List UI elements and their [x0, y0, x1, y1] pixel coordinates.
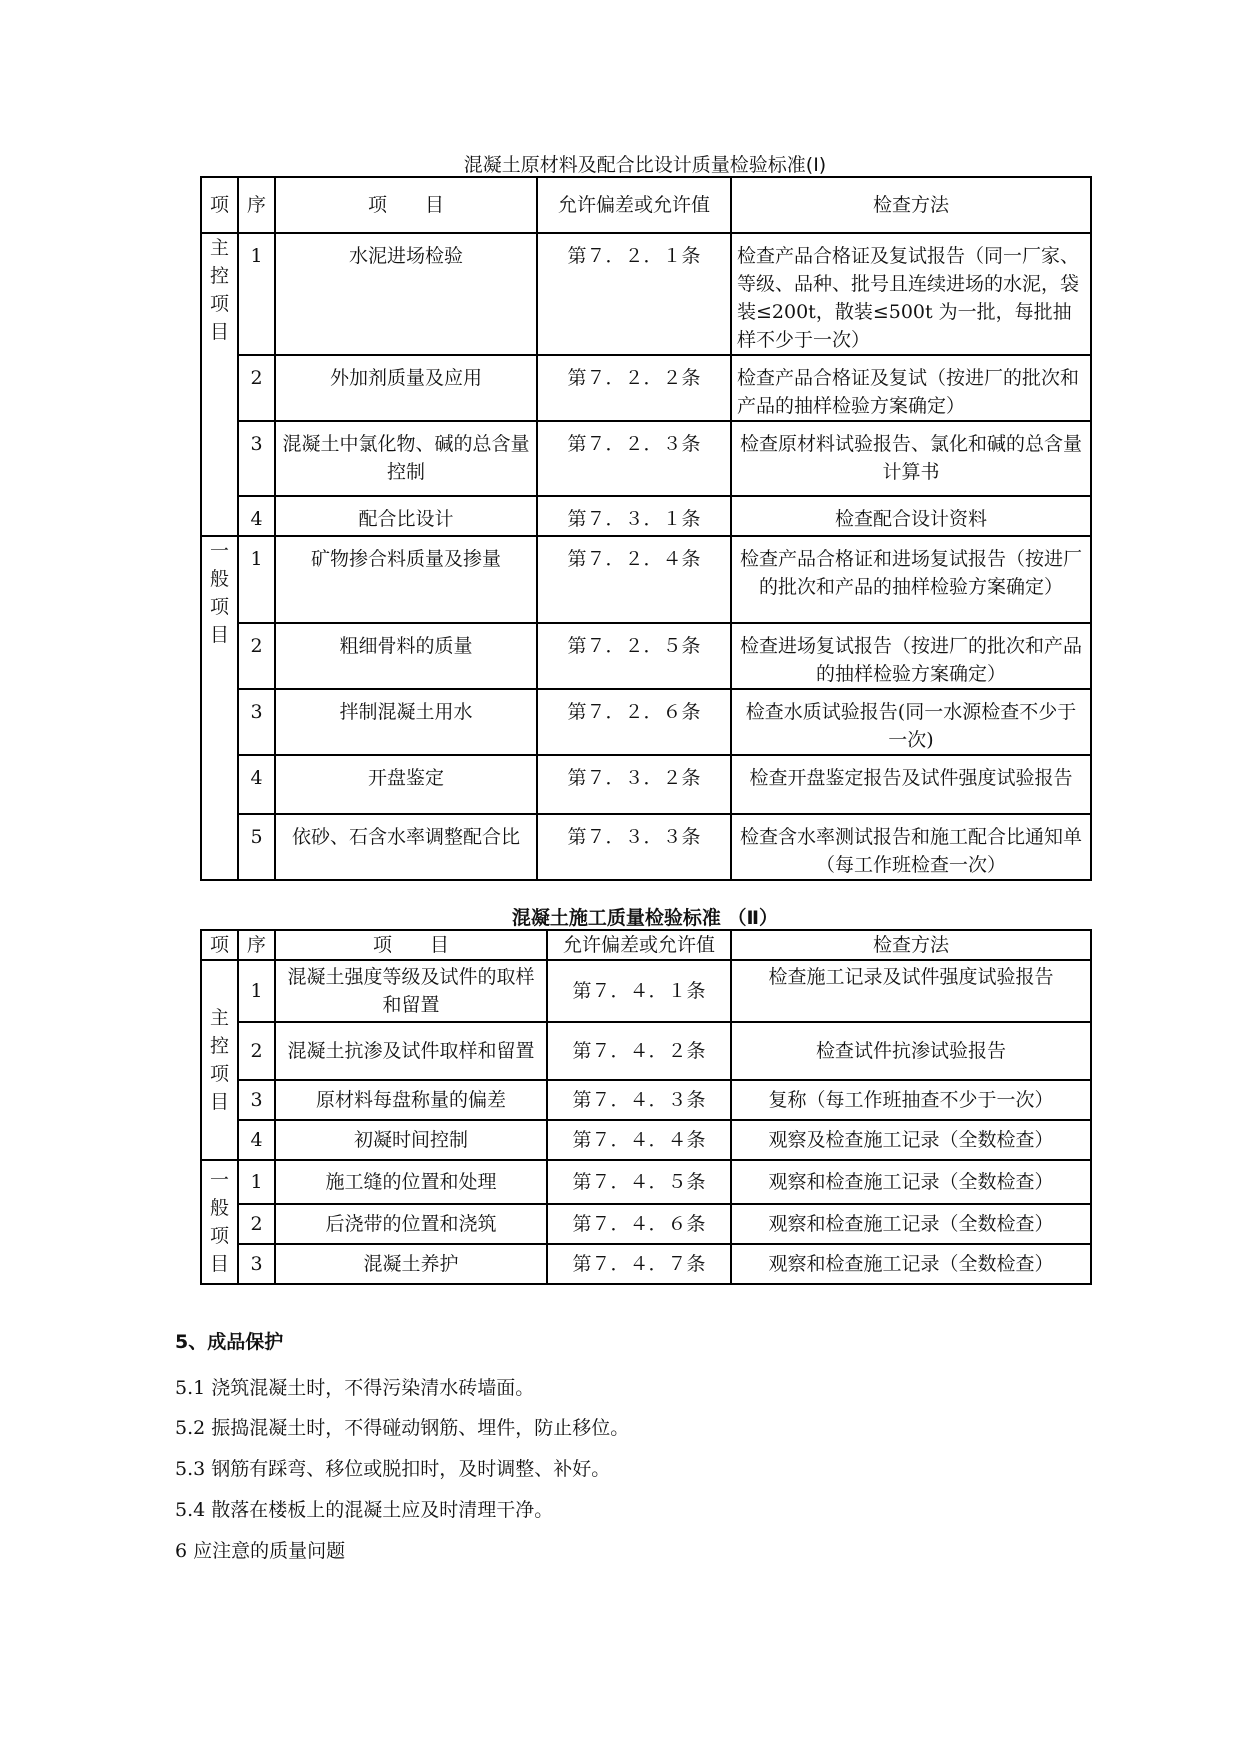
row-seq: 4 [238, 496, 275, 536]
header-item: 项 目 [275, 177, 537, 233]
row-seq: 3 [238, 421, 275, 496]
table1-header-row [201, 177, 1091, 233]
header-method: 检查方法 [731, 930, 1091, 960]
row-seq: 1 [238, 536, 275, 623]
table-row [201, 623, 1091, 689]
row-allowance: 第７．４．５条 [547, 1160, 731, 1204]
row-item: 混凝土强度等级及试件的取样和留置 [275, 960, 547, 1022]
section5-item: 5.1 浇筑混凝土时，不得污染清水砖墙面。 [175, 1377, 535, 1399]
row-allowance: 第７．３．２条 [537, 755, 731, 814]
row-seq: 4 [238, 1120, 275, 1160]
row-method: 检查施工记录及试件强度试验报告 [731, 960, 1091, 1022]
category-main-control: 主 控 项 目 [201, 960, 238, 1160]
row-item: 原材料每盘称量的偏差 [275, 1080, 547, 1120]
row-method: 检查开盘鉴定报告及试件强度试验报告 [731, 755, 1091, 814]
table-row [201, 1080, 1091, 1120]
header-item: 项 目 [275, 930, 547, 960]
row-seq: 3 [238, 1080, 275, 1120]
row-item: 水泥进场检验 [275, 233, 537, 355]
row-allowance: 第７．２．５条 [537, 623, 731, 689]
row-allowance: 第７．２．６条 [537, 689, 731, 755]
row-allowance: 第７．４．７条 [547, 1244, 731, 1284]
table-row [201, 355, 1091, 421]
row-allowance: 第７．３．３条 [537, 814, 731, 880]
table-row [201, 1022, 1091, 1080]
row-method: 检查产品合格证及复试报告（同一厂家、等级、品种、批号且连续进场的水泥，袋装≤200t，散装≤500t 为一批，每批抽样不少于一次） [731, 233, 1091, 355]
row-item: 矿物掺合料质量及掺量 [275, 536, 537, 623]
table-row [201, 689, 1091, 755]
table-row [201, 960, 1091, 1022]
table-row [201, 1120, 1091, 1160]
row-item: 粗细骨料的质量 [275, 623, 537, 689]
header-allowance: 允许偏差或允许值 [547, 930, 731, 960]
row-seq: 1 [238, 960, 275, 1022]
row-method: 检查水质试验报告(同一水源检查不少于一次) [731, 689, 1091, 755]
row-item: 依砂、石含水率调整配合比 [275, 814, 537, 880]
table-row [201, 1244, 1091, 1284]
row-item: 后浇带的位置和浇筑 [275, 1204, 547, 1244]
row-method: 检查含水率测试报告和施工配合比通知单（每工作班检查一次） [731, 814, 1091, 880]
section6-title: 6 应注意的质量问题 [175, 1540, 346, 1562]
row-method: 观察及检查施工记录（全数检查） [731, 1120, 1091, 1160]
section5-item: 5.3 钢筋有踩弯、移位或脱扣时，及时调整、补好。 [175, 1458, 611, 1480]
table-row [201, 755, 1091, 814]
row-seq: 2 [238, 1204, 275, 1244]
row-method: 检查配合设计资料 [731, 496, 1091, 536]
row-seq: 2 [238, 623, 275, 689]
row-seq: 1 [238, 233, 275, 355]
row-method: 观察和检查施工记录（全数检查） [731, 1204, 1091, 1244]
row-allowance: 第７．２．３条 [537, 421, 731, 496]
header-seq: 序 [238, 177, 275, 233]
table1-title: 混凝土原材料及配合比设计质量检验标准(Ⅰ) [463, 154, 827, 176]
header-category: 项 [201, 930, 238, 960]
header-method: 检查方法 [731, 177, 1091, 233]
header-seq: 序 [238, 930, 275, 960]
row-item: 配合比设计 [275, 496, 537, 536]
row-item: 混凝土养护 [275, 1244, 547, 1284]
section5-title: 5、成品保护 [175, 1331, 284, 1353]
row-item: 混凝土抗渗及试件取样和留置 [275, 1022, 547, 1080]
table2-header-row [201, 930, 1091, 960]
row-item: 初凝时间控制 [275, 1120, 547, 1160]
section5-item: 5.2 振捣混凝土时，不得碰动钢筋、埋件，防止移位。 [175, 1417, 630, 1439]
row-item: 施工缝的位置和处理 [275, 1160, 547, 1204]
header-category: 项 [201, 177, 238, 233]
row-allowance: 第７．３．１条 [537, 496, 731, 536]
table2-title: 混凝土施工质量检验标准 （Ⅱ） [511, 907, 779, 929]
table-row [201, 1204, 1091, 1244]
section5-item: 5.4 散落在楼板上的混凝土应及时清理干净。 [175, 1499, 554, 1521]
table2 [200, 929, 1092, 1285]
row-item: 混凝土中氯化物、碱的总含量控制 [275, 421, 537, 496]
row-seq: 5 [238, 814, 275, 880]
table1 [200, 176, 1092, 881]
row-method: 观察和检查施工记录（全数检查） [731, 1160, 1091, 1204]
table-row [201, 421, 1091, 496]
table-row [201, 814, 1091, 880]
row-method: 检查进场复试报告（按进厂的批次和产品的抽样检验方案确定） [731, 623, 1091, 689]
header-allowance: 允许偏差或允许值 [537, 177, 731, 233]
row-method: 检查原材料试验报告、氯化和碱的总含量计算书 [731, 421, 1091, 496]
row-allowance: 第７．２．１条 [537, 233, 731, 355]
row-allowance: 第７．２．２条 [537, 355, 731, 421]
category-main-control: 主 控 项 目 [201, 233, 238, 536]
row-item: 拌制混凝土用水 [275, 689, 537, 755]
row-allowance: 第７．４．４条 [547, 1120, 731, 1160]
row-allowance: 第７．２．４条 [537, 536, 731, 623]
row-allowance: 第７．４．３条 [547, 1080, 731, 1120]
row-method: 检查产品合格证和进场复试报告（按进厂的批次和产品的抽样检验方案确定） [731, 536, 1091, 623]
row-seq: 1 [238, 1160, 275, 1204]
row-item: 外加剂质量及应用 [275, 355, 537, 421]
row-seq: 3 [238, 689, 275, 755]
row-seq: 3 [238, 1244, 275, 1284]
category-general: 一 般 项 目 [201, 1160, 238, 1284]
row-allowance: 第７．４．１条 [547, 960, 731, 1022]
table-row [201, 233, 1091, 355]
table-row [201, 496, 1091, 536]
row-seq: 4 [238, 755, 275, 814]
row-seq: 2 [238, 355, 275, 421]
table-row [201, 536, 1091, 623]
table-row [201, 1160, 1091, 1204]
row-allowance: 第７．４．２条 [547, 1022, 731, 1080]
row-method: 复称（每工作班抽查不少于一次） [731, 1080, 1091, 1120]
row-method: 检查产品合格证及复试（按进厂的批次和产品的抽样检验方案确定） [731, 355, 1091, 421]
category-general: 一 般 项 目 [201, 536, 238, 880]
row-method: 检查试件抗渗试验报告 [731, 1022, 1091, 1080]
row-item: 开盘鉴定 [275, 755, 537, 814]
row-method: 观察和检查施工记录（全数检查） [731, 1244, 1091, 1284]
row-seq: 2 [238, 1022, 275, 1080]
row-allowance: 第７．４．６条 [547, 1204, 731, 1244]
